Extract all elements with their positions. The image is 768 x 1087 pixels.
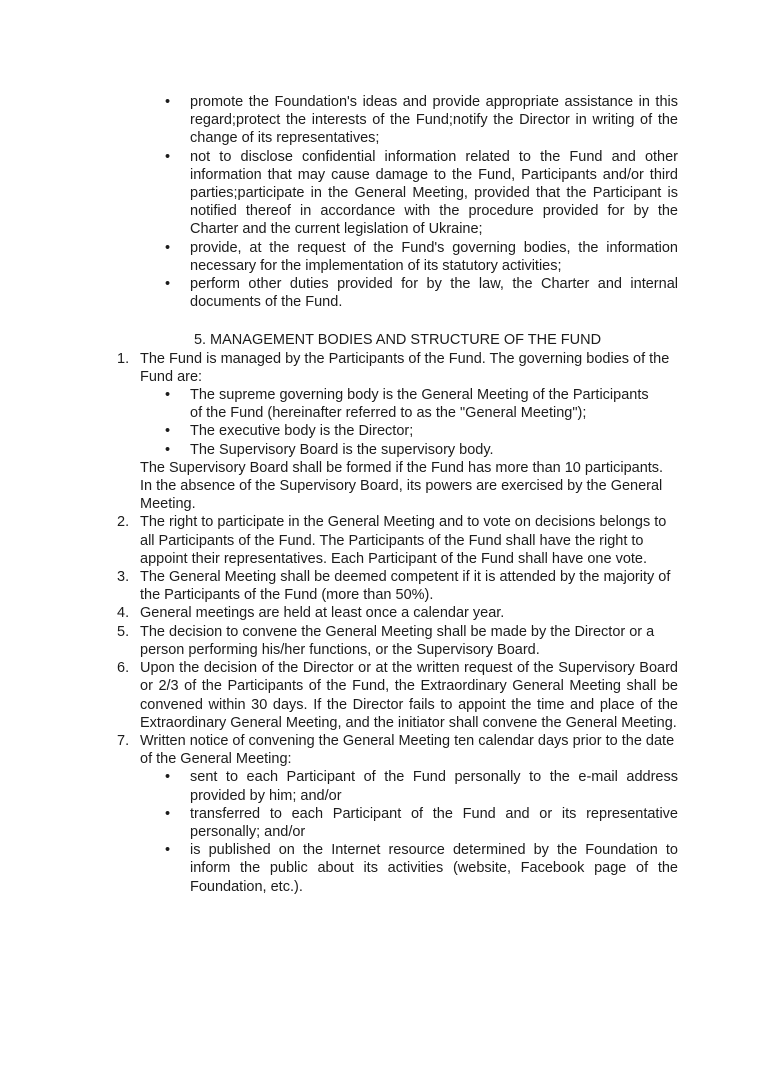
item-text: The Fund is managed by the Participants of the Fund. The governing bodies of the Fund are: xyxy=(140,350,670,385)
item-number: 6. xyxy=(117,660,130,677)
section-5-numbered-list xyxy=(117,350,678,896)
list-item xyxy=(140,768,678,804)
item-text: The right to participate in the General Meeting and to vote on decisions belongs to all Participants of the Fund. The Participants of the Fund shall have the right to appoint their representatives. Each Participant of the Fund shall have one vote. xyxy=(140,514,667,567)
list-item xyxy=(140,841,678,896)
numbered-item xyxy=(117,350,678,514)
nested-bullet-list xyxy=(140,768,678,895)
bullet-marker: • xyxy=(165,239,171,256)
bullet-marker: • xyxy=(165,148,171,165)
bullet-text: is published on the Internet resource determined by the Foundation to inform the public about its activities (website, Facebook page of the Foundation, etc.). xyxy=(190,842,678,895)
list-item xyxy=(117,148,678,239)
item-text: The decision to convene the General Meeting shall be made by the Director or a person performing his/her functions, or the Supervisory Board. xyxy=(140,623,655,658)
list-item xyxy=(140,805,678,841)
numbered-item xyxy=(117,568,678,604)
list-item xyxy=(140,386,678,422)
item-text: General meetings are held at least once a calendar year. xyxy=(140,605,505,622)
bullet-text: promote the Foundation's ideas and provide appropriate assistance in this regard;protect the interests of the Fund;notify the Director in writing of the change of its representatives; xyxy=(190,94,678,147)
item-text: Written notice of convening the General Meeting ten calendar days prior to the date of the General Meeting: xyxy=(140,732,675,768)
item-body xyxy=(140,350,678,514)
list-item xyxy=(140,422,678,440)
item-number: 3. xyxy=(117,569,130,586)
bullet-text: transferred to each Participant of the Fund and or its representative personally; and/or xyxy=(190,805,678,840)
bullet-text: The supreme governing body is the General Meeting of the Participants of the Fund (hereinafter referred to as the "General Meeting"); xyxy=(190,387,649,422)
bullet-marker: • xyxy=(165,423,171,440)
list-item xyxy=(140,441,678,459)
numbered-item xyxy=(117,659,678,732)
item-number: 4. xyxy=(117,605,130,622)
bullet-marker: • xyxy=(165,387,171,404)
bullet-marker: • xyxy=(165,842,171,859)
bullet-marker: • xyxy=(165,441,171,458)
list-item xyxy=(117,93,678,148)
list-item xyxy=(117,239,678,275)
bullet-text: not to disclose confidential information related to the Fund and other information that may cause damage to the Fund, Participants and/or third parties;participate in the General Meeting, provided that the Participant is notified thereof in accordance with the procedure provided for by the Charter and the current legislation of Ukraine; xyxy=(190,148,678,238)
list-item xyxy=(117,275,678,311)
item-number: 1. xyxy=(117,350,130,367)
bullet-text: provide, at the request of the Fund's governing bodies, the information necessary for the implementation of its statutory activities; xyxy=(190,239,678,274)
numbered-item xyxy=(117,732,678,896)
nested-bullet-list xyxy=(140,386,678,459)
bullet-marker: • xyxy=(165,276,171,293)
numbered-item xyxy=(117,604,678,622)
bullet-text: sent to each Participant of the Fund personally to the e-mail address provided by him; and/or xyxy=(190,769,678,804)
item-text: Upon the decision of the Director or at the written request of the Supervisory Board or 2/3 of the Participants of the Fund, the Extraordinary General Meeting shall be convened within 30 days. If the Director fails to appoint the time and place of the Extraordinary General Meeting, and the initiator shall convene the General Meeting. xyxy=(140,660,678,731)
item-text: The General Meeting shall be deemed competent if it is attended by the majority of the Participants of the Fund (more than 50%). xyxy=(140,569,671,604)
bullet-marker: • xyxy=(165,769,171,786)
item-number: 7. xyxy=(117,732,130,749)
bullet-marker: • xyxy=(165,805,171,822)
item-number: 5. xyxy=(117,623,130,640)
bullet-text: The Supervisory Board is the supervisory body. xyxy=(190,441,494,458)
numbered-item xyxy=(117,513,678,568)
numbered-item xyxy=(117,623,678,659)
item-body xyxy=(140,732,678,896)
bullet-marker: • xyxy=(165,94,171,110)
duties-bullet-list xyxy=(117,93,678,311)
item-continuation-text: The Supervisory Board shall be formed if the Fund has more than 10 participants. In the absence of the Supervisory Board, its powers are exercised by the General Meeting. xyxy=(140,459,664,513)
section-heading: 5. MANAGEMENT BODIES AND STRUCTURE OF THE FUND xyxy=(193,332,602,349)
item-number: 2. xyxy=(117,514,130,531)
bullet-text: perform other duties provided for by the law, the Charter and internal documents of the Fund. xyxy=(190,276,678,311)
bullet-text: The executive body is the Director; xyxy=(190,423,414,440)
